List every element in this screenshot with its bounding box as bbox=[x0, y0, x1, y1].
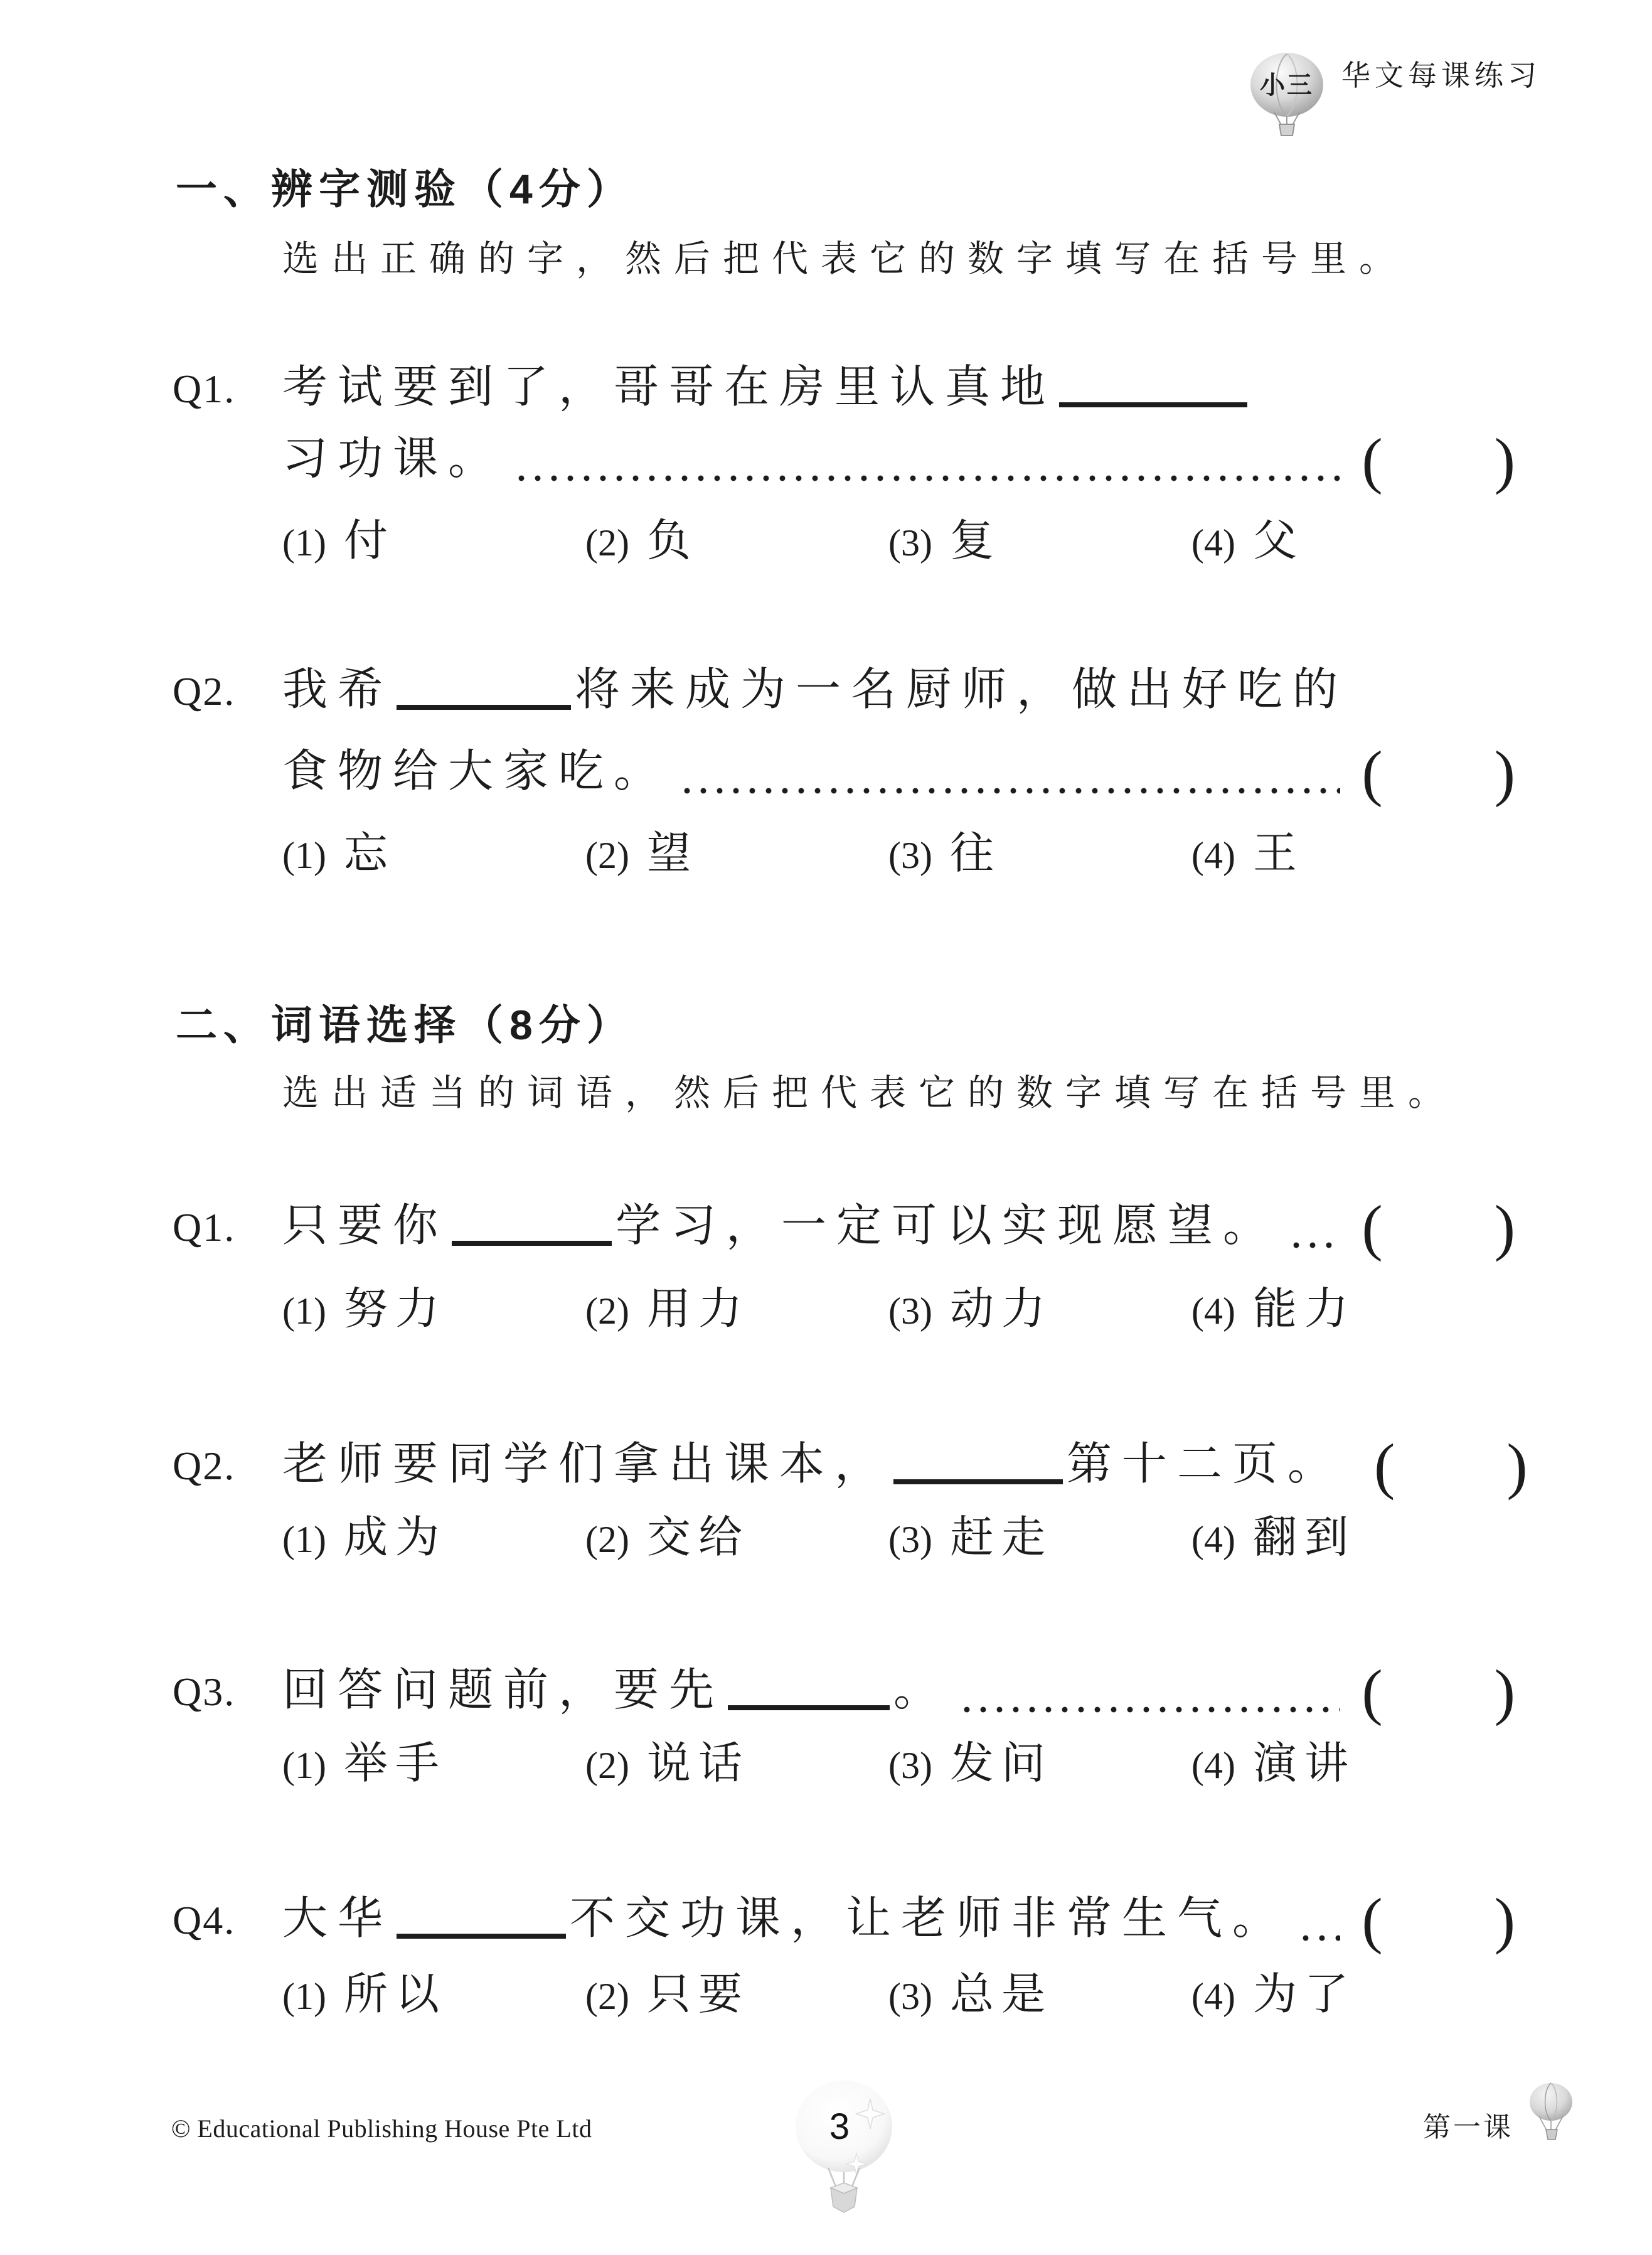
option-item bbox=[888, 1742, 1191, 1786]
option-text: 望 bbox=[646, 830, 698, 878]
answer-bracket: ( ) bbox=[1362, 426, 1515, 495]
option-item bbox=[282, 1285, 585, 1334]
option-item bbox=[1191, 517, 1304, 565]
option-text: 发问 bbox=[949, 1740, 1053, 1788]
question-text bbox=[282, 1895, 1287, 1943]
dotted-leader bbox=[1288, 1241, 1340, 1249]
option-item bbox=[1191, 1973, 1356, 2017]
options-row bbox=[282, 1742, 1356, 1786]
option-item bbox=[282, 1516, 585, 1560]
option-item bbox=[888, 517, 1191, 565]
question-label: Q2. bbox=[173, 1444, 236, 1488]
option-text: 能力 bbox=[1252, 1285, 1356, 1334]
question-line bbox=[282, 1192, 1515, 1262]
option-text: 交给 bbox=[646, 1514, 750, 1562]
page-number-balloon bbox=[784, 2076, 903, 2217]
answer-blank[interactable] bbox=[397, 702, 571, 710]
option-number: (4) bbox=[1191, 1745, 1235, 1786]
question-text bbox=[282, 364, 1251, 412]
answer-blank[interactable] bbox=[452, 1238, 612, 1246]
question-text-pre: 大华 bbox=[282, 1893, 393, 1944]
footer-copyright: © Educational Publishing House Pte Ltd bbox=[171, 2114, 592, 2143]
option-text: 所以 bbox=[343, 1971, 447, 2019]
question-label: Q2. bbox=[173, 669, 236, 714]
options-row bbox=[282, 1285, 1356, 1334]
question-line bbox=[282, 1885, 1515, 1955]
option-item bbox=[585, 1285, 888, 1334]
option-text: 赶走 bbox=[949, 1514, 1053, 1562]
dotted-leader bbox=[679, 787, 1340, 795]
option-item bbox=[282, 517, 585, 565]
question-text bbox=[282, 1667, 949, 1715]
option-number: (1) bbox=[282, 1290, 326, 1332]
option-number: (3) bbox=[888, 835, 932, 876]
option-text: 为了 bbox=[1252, 1971, 1356, 2019]
option-item bbox=[585, 832, 888, 876]
option-text: 总是 bbox=[949, 1971, 1053, 2019]
option-number: (3) bbox=[888, 522, 932, 564]
options-row bbox=[282, 832, 1304, 876]
balloon-basket bbox=[1279, 124, 1294, 136]
answer-bracket: ( ) bbox=[1362, 1192, 1515, 1262]
option-text: 忘 bbox=[343, 830, 395, 878]
question-label: Q1. bbox=[173, 1205, 236, 1250]
option-text: 用力 bbox=[646, 1285, 750, 1334]
option-number: (2) bbox=[585, 1519, 629, 1560]
option-number: (3) bbox=[888, 1976, 932, 2017]
page-number: 3 bbox=[829, 2106, 850, 2147]
option-text: 父 bbox=[1252, 517, 1304, 565]
option-number: (1) bbox=[282, 1976, 326, 2017]
balloon-envelope bbox=[1530, 2083, 1572, 2121]
footer-balloon-icon bbox=[1528, 2082, 1574, 2153]
option-item bbox=[282, 1973, 585, 2017]
option-number: (2) bbox=[585, 522, 629, 564]
option-number: (2) bbox=[585, 835, 629, 876]
question-label: Q4. bbox=[173, 1898, 236, 1942]
question-text-pre: 只要你 bbox=[282, 1201, 449, 1251]
option-text: 付 bbox=[343, 517, 395, 565]
question-text-pre: 回答问题前，要先 bbox=[282, 1665, 725, 1715]
question-text-post: 第十二页。 bbox=[1067, 1439, 1343, 1489]
answer-bracket: ( ) bbox=[1362, 1657, 1515, 1727]
question-text-post: 。 bbox=[893, 1665, 949, 1715]
option-text: 努力 bbox=[343, 1285, 447, 1334]
question-label: Q3. bbox=[173, 1669, 236, 1714]
question-text-post: 学习，一定可以实现愿望。 bbox=[616, 1201, 1279, 1251]
option-number: (4) bbox=[1191, 522, 1235, 564]
question-text bbox=[282, 1202, 1278, 1250]
question-line bbox=[282, 1431, 1528, 1501]
answer-bracket: ( ) bbox=[1374, 1431, 1528, 1501]
option-number: (2) bbox=[585, 1976, 629, 2017]
answer-bracket: ( ) bbox=[1362, 1885, 1515, 1955]
question-text-cont: 食物给大家吃。 bbox=[282, 746, 669, 796]
dotted-leader bbox=[513, 474, 1340, 482]
option-item bbox=[1191, 1516, 1356, 1560]
option-number: (3) bbox=[888, 1290, 932, 1332]
option-number: (3) bbox=[888, 1519, 932, 1560]
question-label: Q1. bbox=[173, 367, 236, 411]
option-number: (4) bbox=[1191, 1976, 1235, 2017]
option-item bbox=[888, 1973, 1191, 2017]
question-line bbox=[282, 1657, 1515, 1727]
option-text: 成为 bbox=[343, 1514, 447, 1562]
option-number: (3) bbox=[888, 1745, 932, 1786]
option-item bbox=[1191, 832, 1304, 876]
option-text: 复 bbox=[949, 517, 1001, 565]
question-line-2 bbox=[282, 738, 1515, 808]
dotted-leader bbox=[959, 1706, 1340, 1713]
question-text-post: 将来成为一名厨师，做出好吃的 bbox=[575, 665, 1348, 715]
option-text: 往 bbox=[949, 830, 1001, 878]
answer-blank[interactable] bbox=[397, 1931, 566, 1939]
answer-blank[interactable] bbox=[728, 1703, 890, 1710]
footer-lesson-label: 第一课 bbox=[1423, 2112, 1513, 2143]
option-item bbox=[585, 1516, 888, 1560]
question-text-post: 不交功课，让老师非常生气。 bbox=[570, 1893, 1288, 1944]
option-number: (2) bbox=[585, 1745, 629, 1786]
options-row bbox=[282, 517, 1304, 565]
option-number: (4) bbox=[1191, 835, 1235, 876]
option-item bbox=[888, 832, 1191, 876]
option-text: 动力 bbox=[949, 1285, 1053, 1334]
question-text-pre: 我希 bbox=[282, 665, 393, 715]
option-item bbox=[585, 517, 888, 565]
option-item bbox=[585, 1742, 888, 1786]
question-line-2 bbox=[282, 426, 1515, 495]
option-number: (2) bbox=[585, 1290, 629, 1332]
option-number: (1) bbox=[282, 522, 326, 564]
option-number: (1) bbox=[282, 835, 326, 876]
option-text: 负 bbox=[646, 517, 698, 565]
question-text-pre: 考试要到了，哥哥在房里认真地 bbox=[282, 362, 1056, 412]
option-text: 翻到 bbox=[1252, 1514, 1356, 1562]
answer-bracket: ( ) bbox=[1362, 738, 1515, 808]
section-1-heading: 一、辨字测验（4分） bbox=[176, 166, 634, 212]
option-item bbox=[282, 832, 585, 876]
option-item bbox=[1191, 1285, 1356, 1334]
option-text: 王 bbox=[1252, 830, 1304, 878]
section-2-instruction: 选出适当的词语，然后把代表它的数字填写在括号里。 bbox=[282, 1073, 1457, 1113]
option-number: (4) bbox=[1191, 1519, 1235, 1560]
option-text: 只要 bbox=[646, 1971, 750, 2019]
question-text bbox=[282, 667, 1348, 714]
header-grade-label: 小三 bbox=[1260, 72, 1314, 99]
question-text bbox=[282, 1441, 1343, 1489]
header-title: 华文每课练习 bbox=[1341, 60, 1541, 92]
dotted-leader bbox=[1298, 1934, 1340, 1942]
option-item bbox=[888, 1516, 1191, 1560]
option-text: 说话 bbox=[646, 1740, 750, 1788]
option-item bbox=[282, 1742, 585, 1786]
option-item bbox=[585, 1973, 888, 2017]
header-balloon-icon bbox=[1249, 51, 1325, 138]
options-row bbox=[282, 1516, 1356, 1560]
question-text-cont: 习功课。 bbox=[282, 434, 504, 484]
option-number: (1) bbox=[282, 1519, 326, 1560]
option-text: 举手 bbox=[343, 1740, 447, 1788]
option-item bbox=[888, 1285, 1191, 1334]
answer-blank[interactable] bbox=[1059, 400, 1247, 407]
option-number: (4) bbox=[1191, 1290, 1235, 1332]
question-text-pre: 老师要同学们拿出课本， bbox=[282, 1439, 890, 1489]
option-item bbox=[1191, 1742, 1356, 1786]
options-row bbox=[282, 1973, 1356, 2017]
section-2-heading: 二、词语选择（8分） bbox=[176, 1002, 634, 1048]
option-text: 演讲 bbox=[1252, 1740, 1356, 1788]
answer-blank[interactable] bbox=[893, 1477, 1063, 1484]
option-number: (1) bbox=[282, 1745, 326, 1786]
section-1-instruction: 选出正确的字，然后把代表它的数字填写在括号里。 bbox=[282, 238, 1409, 279]
balloon-basket bbox=[1546, 2129, 1557, 2140]
